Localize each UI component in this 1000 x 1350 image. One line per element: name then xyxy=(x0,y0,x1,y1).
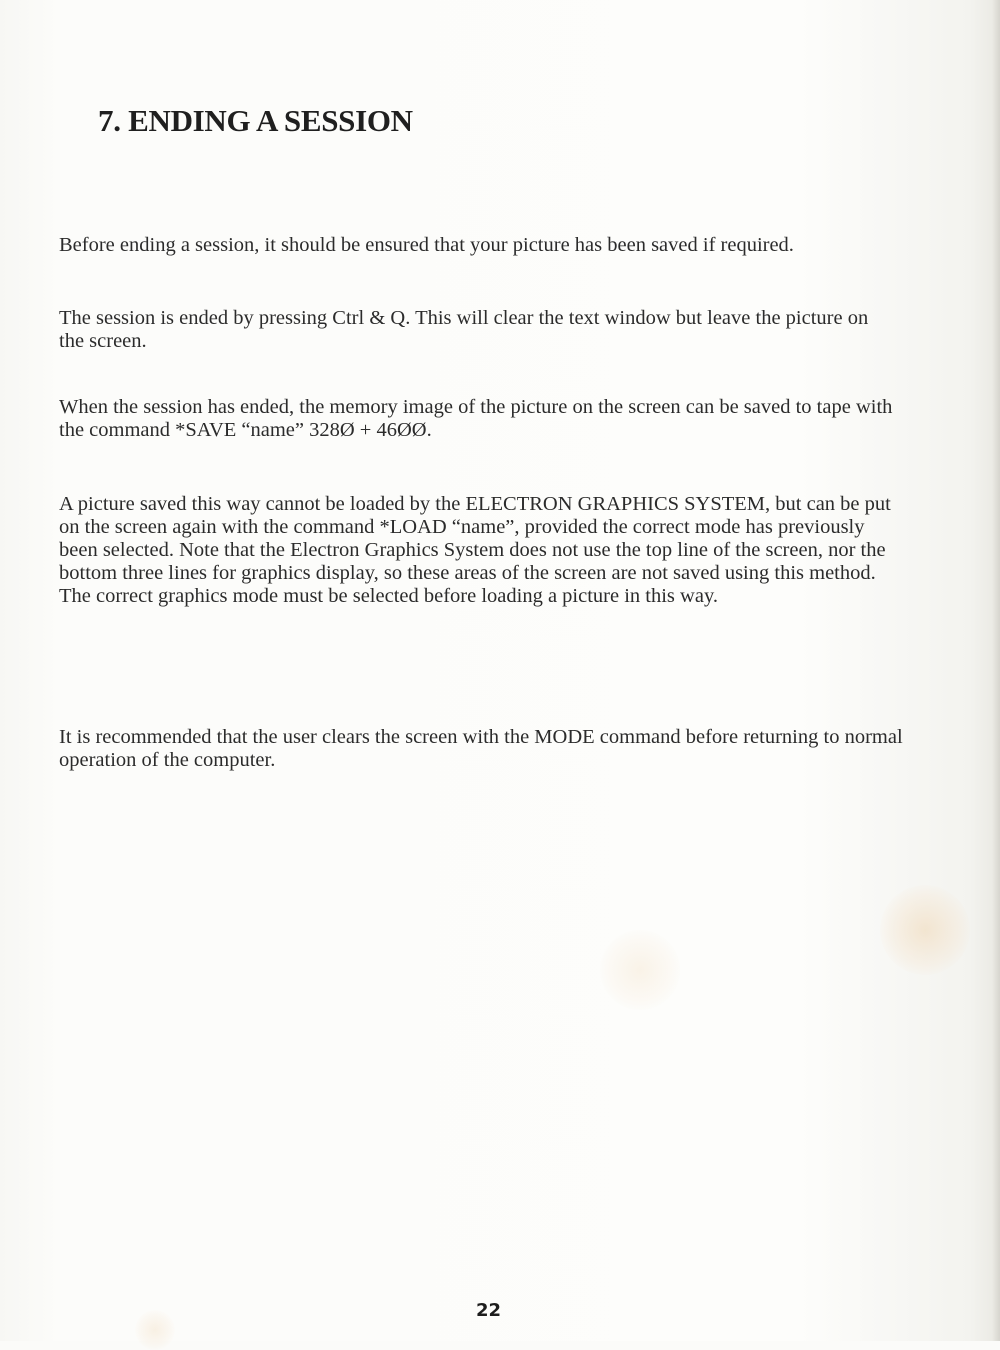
paragraph-save-before-ending: Before ending a session, it should be ensured that your picture has been saved if required. xyxy=(59,234,794,256)
paragraph-mode-recommendation: It is recommended that the user clears the screen with the MODE command before returning to normal operation of the computer. xyxy=(59,726,903,771)
paper-stain xyxy=(135,1310,175,1350)
paper-stain xyxy=(880,885,970,975)
page-edge-shadow xyxy=(992,0,1000,1341)
paragraph-save-to-tape: When the session has ended, the memory image of the picture on the screen can be saved to tape with the command *SAVE “name” 328Ø + 46ØØ. xyxy=(59,396,893,441)
section-heading: 7. ENDING A SESSION xyxy=(98,103,413,138)
paragraph-loading-picture: A picture saved this way cannot be loaded by the ELECTRON GRAPHICS SYSTEM, but can be put on the screen again with the command *LOAD “name”, provided the correct mode has previously been selected. Note that the Electron Graphics System does not use the top line of the screen, nor the bottom three lines for graphics display, so these areas of the screen are not saved using this method. The correct graphics mode must be selected before loading a picture in this way. xyxy=(59,493,891,607)
paper-stain xyxy=(600,930,680,1010)
page-number: 22 xyxy=(476,1300,502,1321)
paragraph-ending-session: The session is ended by pressing Ctrl & Q. This will clear the text window but leave the picture on the screen. xyxy=(59,307,869,352)
